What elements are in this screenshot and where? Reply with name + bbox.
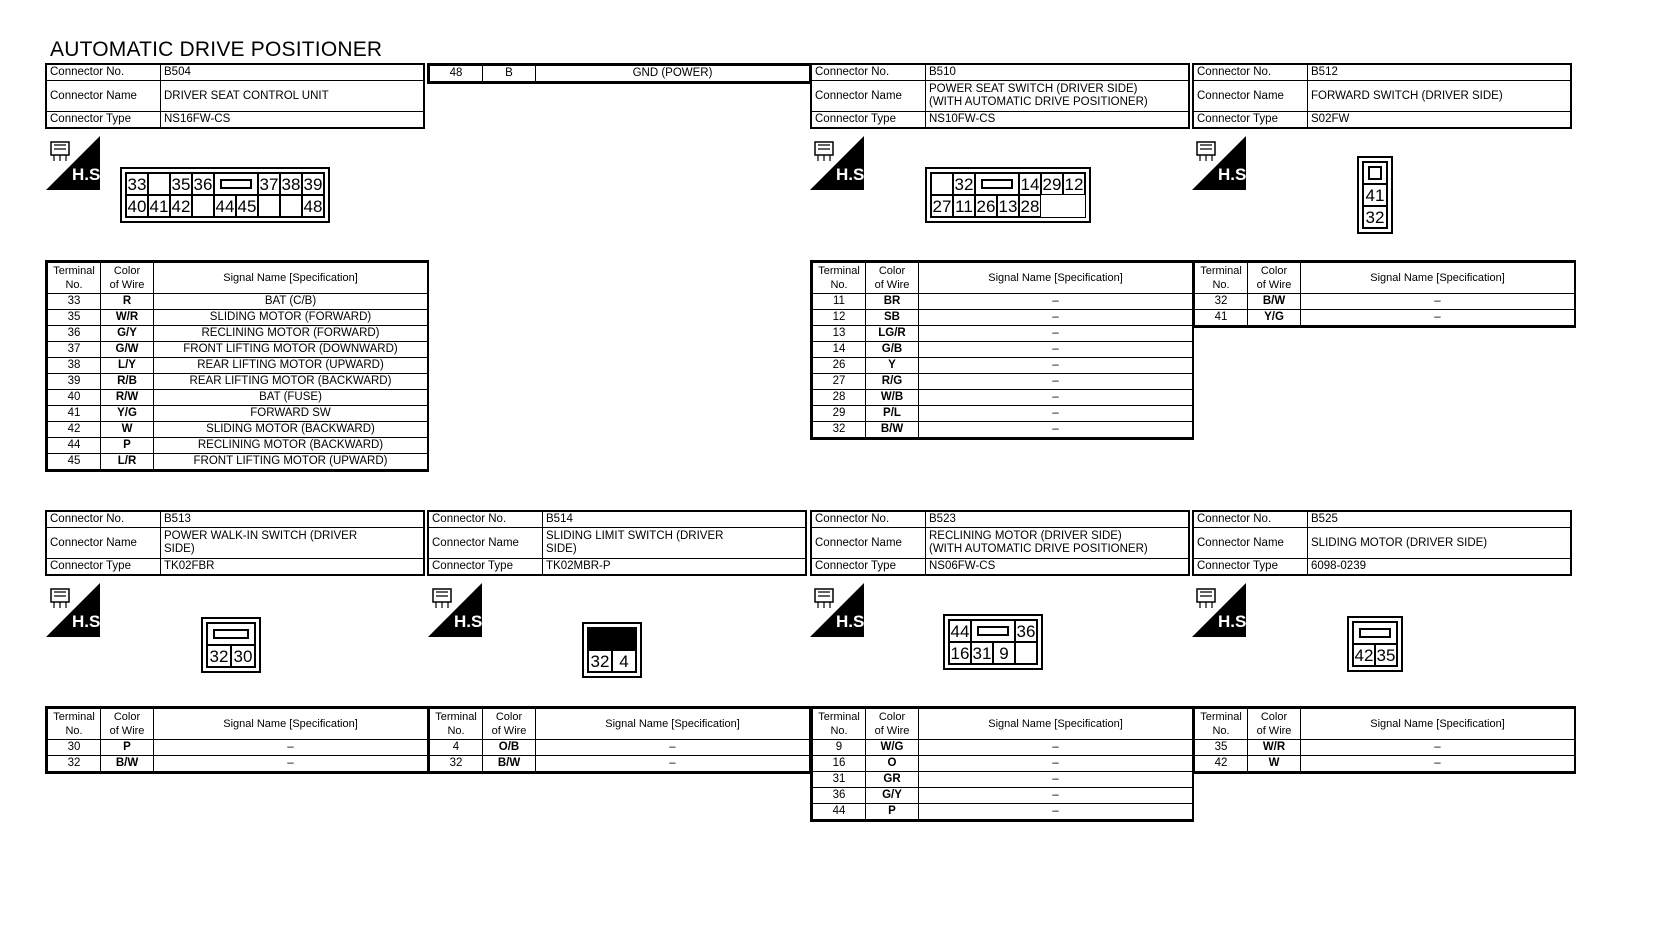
wire-color: BR bbox=[866, 294, 919, 310]
connector-name-line: DRIVER SEAT CONTROL UNIT bbox=[164, 89, 329, 102]
wire-color-header: Color of Wire bbox=[101, 709, 154, 740]
signal-name: – bbox=[536, 740, 810, 756]
pin-empty bbox=[1015, 642, 1037, 664]
table-row bbox=[1195, 310, 1575, 326]
connector-label: Connector No. bbox=[46, 64, 161, 81]
signal-name: REAR LIFTING MOTOR (UPWARD) bbox=[154, 358, 428, 374]
terminal-table-b504-continued bbox=[427, 63, 811, 84]
terminal-table-b513 bbox=[45, 706, 429, 774]
terminal-no: 32 bbox=[430, 756, 483, 772]
table-row bbox=[813, 740, 1193, 756]
connector-info-b523 bbox=[810, 510, 1190, 576]
table-row bbox=[48, 358, 428, 374]
pin-28: 28 bbox=[1020, 196, 1040, 216]
connector-no-b510: B510 bbox=[926, 64, 1190, 81]
table-row bbox=[813, 310, 1193, 326]
terminal-no: 40 bbox=[48, 390, 101, 406]
wire-color: GR bbox=[866, 772, 919, 788]
terminal-no: 9 bbox=[813, 740, 866, 756]
terminal-no-header: Terminal No. bbox=[48, 709, 101, 740]
signal-name-header: Signal Name [Specification] bbox=[154, 263, 428, 294]
connector-info-b504 bbox=[45, 63, 425, 129]
connector-lock-slot bbox=[971, 620, 1015, 642]
signal-name-header: Signal Name [Specification] bbox=[919, 263, 1193, 294]
hs-label: H.S. bbox=[72, 165, 106, 184]
connector-info-b513 bbox=[45, 510, 425, 576]
table-row bbox=[1195, 756, 1575, 772]
wire-color-header: Color of Wire bbox=[866, 263, 919, 294]
terminal-no: 13 bbox=[813, 326, 866, 342]
connector-no-b525: B525 bbox=[1308, 511, 1572, 528]
wire-color: Y bbox=[866, 358, 919, 374]
hs-label: H.S. bbox=[454, 612, 488, 631]
signal-name: – bbox=[919, 756, 1193, 772]
hs-label: H.S. bbox=[836, 165, 870, 184]
wire-color: W/B bbox=[866, 390, 919, 406]
pin-empty bbox=[1363, 162, 1387, 184]
connector-info-b510 bbox=[810, 63, 1190, 129]
wire-color-header: Color of Wire bbox=[1248, 709, 1301, 740]
connector-type-b504: NS16FW-CS bbox=[161, 112, 425, 129]
signal-name: BAT (FUSE) bbox=[154, 390, 428, 406]
wire-color: W/R bbox=[1248, 740, 1301, 756]
terminal-no: 39 bbox=[48, 374, 101, 390]
pin-16: 16 bbox=[950, 643, 970, 663]
wire-color: G/B bbox=[866, 342, 919, 358]
connector-name-b512 bbox=[1308, 81, 1572, 112]
signal-name: – bbox=[536, 756, 810, 772]
terminal-table-b525 bbox=[1192, 706, 1576, 774]
table-row bbox=[1195, 294, 1575, 310]
page-title: AUTOMATIC DRIVE POSITIONER bbox=[50, 38, 383, 61]
wire-color: L/R bbox=[101, 454, 154, 470]
pin-35: 35 bbox=[1376, 645, 1396, 665]
wire-color: B/W bbox=[483, 756, 536, 772]
connector-name-b513 bbox=[161, 528, 425, 559]
signal-name: – bbox=[919, 804, 1193, 820]
connector-diagram-b504 bbox=[120, 167, 330, 223]
table-row bbox=[48, 310, 428, 326]
connector-name-line: POWER SEAT SWITCH (DRIVER SIDE) bbox=[929, 83, 1138, 95]
wire-color: O/B bbox=[483, 740, 536, 756]
pin-27: 27 bbox=[932, 196, 952, 216]
wire-color: R/W bbox=[101, 390, 154, 406]
wire-color: LG/R bbox=[866, 326, 919, 342]
hs-harness-side-icon bbox=[810, 583, 870, 637]
terminal-no: 36 bbox=[813, 788, 866, 804]
terminal-no: 48 bbox=[430, 66, 483, 82]
terminal-no: 42 bbox=[1195, 756, 1248, 772]
terminal-no: 36 bbox=[48, 326, 101, 342]
signal-name: – bbox=[1301, 756, 1575, 772]
connector-label: Connector Type bbox=[46, 112, 161, 129]
terminal-table-b510 bbox=[810, 260, 1194, 440]
terminal-no: 45 bbox=[48, 454, 101, 470]
terminal-no: 16 bbox=[813, 756, 866, 772]
connector-label: Connector No. bbox=[428, 511, 543, 528]
connector-name-b510 bbox=[926, 81, 1190, 112]
signal-name-header: Signal Name [Specification] bbox=[154, 709, 428, 740]
table-row bbox=[1195, 740, 1575, 756]
signal-name: – bbox=[1301, 310, 1575, 326]
connector-info-b514 bbox=[427, 510, 807, 576]
table-row bbox=[813, 294, 1193, 310]
terminal-no: 26 bbox=[813, 358, 866, 374]
connector-lock-slot bbox=[975, 173, 1019, 195]
terminal-no-header: Terminal No. bbox=[1195, 709, 1248, 740]
wire-color-header: Color of Wire bbox=[101, 263, 154, 294]
signal-name: – bbox=[154, 740, 428, 756]
connector-label: Connector Name bbox=[46, 528, 161, 559]
connector-label: Connector Name bbox=[1193, 528, 1308, 559]
connector-name-b514 bbox=[543, 528, 807, 559]
hs-label: H.S. bbox=[836, 612, 870, 631]
signal-name: FRONT LIFTING MOTOR (UPWARD) bbox=[154, 454, 428, 470]
table-row bbox=[813, 374, 1193, 390]
connector-lock-slot bbox=[207, 623, 255, 645]
pin-4: 4 bbox=[612, 650, 636, 672]
connector-type-b514: TK02MBR-P bbox=[543, 559, 807, 576]
pin-33: 33 bbox=[127, 174, 147, 194]
connector-type-b513: TK02FBR bbox=[161, 559, 425, 576]
table-row bbox=[48, 454, 428, 470]
pin-37: 37 bbox=[259, 174, 279, 194]
pin-29: 29 bbox=[1042, 174, 1062, 194]
signal-name: SLIDING MOTOR (BACKWARD) bbox=[154, 422, 428, 438]
pin-42: 42 bbox=[1354, 645, 1374, 665]
wire-color: R/B bbox=[101, 374, 154, 390]
signal-name: GND (POWER) bbox=[536, 66, 810, 82]
wire-color: G/W bbox=[101, 342, 154, 358]
table-row bbox=[48, 326, 428, 342]
signal-name: RECLINING MOTOR (FORWARD) bbox=[154, 326, 428, 342]
pin-35: 35 bbox=[171, 174, 191, 194]
connector-name-line: (WITH AUTOMATIC DRIVE POSITIONER) bbox=[929, 543, 1148, 555]
connector-label: Connector No. bbox=[46, 511, 161, 528]
wire-color: Y/G bbox=[1248, 310, 1301, 326]
wire-color: Y/G bbox=[101, 406, 154, 422]
wire-color-header: Color of Wire bbox=[483, 709, 536, 740]
pin-44: 44 bbox=[215, 196, 235, 216]
pin-38: 38 bbox=[281, 174, 301, 194]
terminal-no: 44 bbox=[813, 804, 866, 820]
signal-name-header: Signal Name [Specification] bbox=[919, 709, 1193, 740]
wire-color-header: Color of Wire bbox=[1248, 263, 1301, 294]
table-row bbox=[48, 756, 428, 772]
table-row bbox=[48, 438, 428, 454]
wire-color: R/G bbox=[866, 374, 919, 390]
table-row bbox=[813, 358, 1193, 374]
connector-diagram-b523 bbox=[943, 614, 1043, 670]
terminal-no: 35 bbox=[48, 310, 101, 326]
connector-label: Connector No. bbox=[811, 511, 926, 528]
connector-info-b525 bbox=[1192, 510, 1572, 576]
table-row bbox=[48, 422, 428, 438]
connector-no-b514: B514 bbox=[543, 511, 807, 528]
pin-40: 40 bbox=[127, 196, 147, 216]
signal-name: – bbox=[919, 342, 1193, 358]
pin-14: 14 bbox=[1020, 174, 1040, 194]
table-row bbox=[48, 294, 428, 310]
signal-name: – bbox=[919, 406, 1193, 422]
connector-label: Connector Type bbox=[811, 112, 926, 129]
signal-name: FORWARD SW bbox=[154, 406, 428, 422]
terminal-table-b523 bbox=[810, 706, 1194, 822]
hs-harness-side-icon bbox=[1192, 583, 1252, 637]
terminal-no: 32 bbox=[813, 422, 866, 438]
connector-diagram-b513 bbox=[201, 617, 261, 673]
connector-name-b504 bbox=[161, 81, 425, 112]
signal-name: RECLINING MOTOR (BACKWARD) bbox=[154, 438, 428, 454]
connector-name-line: RECLINING MOTOR (DRIVER SIDE) bbox=[929, 530, 1122, 542]
terminal-no: 32 bbox=[48, 756, 101, 772]
table-row bbox=[48, 740, 428, 756]
hs-harness-side-icon bbox=[428, 583, 488, 637]
terminal-no-header: Terminal No. bbox=[813, 263, 866, 294]
wire-color: B/W bbox=[866, 422, 919, 438]
table-row bbox=[813, 756, 1193, 772]
connector-label: Connector Type bbox=[46, 559, 161, 576]
connector-name-line: SLIDING MOTOR (DRIVER SIDE) bbox=[1311, 536, 1488, 549]
connector-label: Connector Name bbox=[1193, 81, 1308, 112]
table-row bbox=[813, 772, 1193, 788]
connector-label: Connector Type bbox=[1193, 559, 1308, 576]
signal-name: – bbox=[919, 740, 1193, 756]
connector-diagram-b514 bbox=[582, 622, 642, 678]
terminal-no: 11 bbox=[813, 294, 866, 310]
table-row bbox=[430, 66, 810, 82]
terminal-no-header: Terminal No. bbox=[430, 709, 483, 740]
terminal-no: 31 bbox=[813, 772, 866, 788]
connector-lock-slot bbox=[1353, 622, 1397, 644]
pin-empty bbox=[148, 173, 170, 195]
hs-label: H.S. bbox=[1218, 612, 1252, 631]
wire-color: W/R bbox=[101, 310, 154, 326]
pin-45: 45 bbox=[237, 196, 257, 216]
pin-empty bbox=[280, 195, 302, 217]
connector-label: Connector Name bbox=[428, 528, 543, 559]
connector-type-b523: NS06FW-CS bbox=[926, 559, 1190, 576]
signal-name: REAR LIFTING MOTOR (BACKWARD) bbox=[154, 374, 428, 390]
connector-type-b512: S02FW bbox=[1308, 112, 1572, 129]
connector-name-line: SIDE) bbox=[546, 543, 577, 555]
connector-label: Connector Name bbox=[811, 81, 926, 112]
wire-color: B bbox=[483, 66, 536, 82]
terminal-no: 30 bbox=[48, 740, 101, 756]
terminal-no: 14 bbox=[813, 342, 866, 358]
hs-harness-side-icon bbox=[46, 136, 106, 190]
signal-name-header: Signal Name [Specification] bbox=[1301, 263, 1575, 294]
connector-lock-box bbox=[1368, 166, 1382, 180]
wire-color: SB bbox=[866, 310, 919, 326]
pin-32: 32 bbox=[588, 650, 612, 672]
hs-label: H.S. bbox=[1218, 165, 1252, 184]
terminal-no-header: Terminal No. bbox=[813, 709, 866, 740]
connector-label: Connector No. bbox=[1193, 64, 1308, 81]
connector-no-b512: B512 bbox=[1308, 64, 1572, 81]
wire-color: P bbox=[101, 438, 154, 454]
terminal-no: 32 bbox=[1195, 294, 1248, 310]
pin-31: 31 bbox=[972, 643, 992, 663]
wire-color: W/G bbox=[866, 740, 919, 756]
signal-name-header: Signal Name [Specification] bbox=[1301, 709, 1575, 740]
wire-color: W bbox=[101, 422, 154, 438]
table-row bbox=[48, 406, 428, 422]
connector-name-b523 bbox=[926, 528, 1190, 559]
table-row bbox=[813, 390, 1193, 406]
connector-diagram-b525 bbox=[1347, 616, 1403, 672]
signal-name: – bbox=[919, 326, 1193, 342]
pin-44: 44 bbox=[950, 621, 970, 641]
connector-label: Connector No. bbox=[811, 64, 926, 81]
connector-label: Connector Name bbox=[811, 528, 926, 559]
connector-name-b525 bbox=[1308, 528, 1572, 559]
pin-39: 39 bbox=[303, 174, 323, 194]
hs-harness-side-icon bbox=[1192, 136, 1252, 190]
terminal-no: 35 bbox=[1195, 740, 1248, 756]
pin-42: 42 bbox=[171, 196, 191, 216]
connector-diagram-b510 bbox=[925, 167, 1091, 223]
table-row bbox=[430, 740, 810, 756]
signal-name: – bbox=[919, 390, 1193, 406]
hs-harness-side-icon bbox=[46, 583, 106, 637]
terminal-no: 41 bbox=[1195, 310, 1248, 326]
terminal-no-header: Terminal No. bbox=[48, 263, 101, 294]
pin-13: 13 bbox=[998, 196, 1018, 216]
connector-info-b512 bbox=[1192, 63, 1572, 129]
wire-color: R bbox=[101, 294, 154, 310]
pin-11: 11 bbox=[953, 195, 975, 217]
pin-empty bbox=[258, 195, 280, 217]
wire-color: G/Y bbox=[101, 326, 154, 342]
connector-diagram-b512 bbox=[1357, 156, 1393, 234]
pin-12: 12 bbox=[1064, 174, 1084, 194]
signal-name: – bbox=[919, 374, 1193, 390]
terminal-no: 37 bbox=[48, 342, 101, 358]
table-row bbox=[48, 390, 428, 406]
terminal-table-b504 bbox=[45, 260, 429, 472]
table-row bbox=[430, 756, 810, 772]
terminal-no: 28 bbox=[813, 390, 866, 406]
pin-32: 32 bbox=[207, 645, 231, 667]
terminal-no: 33 bbox=[48, 294, 101, 310]
signal-name: FRONT LIFTING MOTOR (DOWNWARD) bbox=[154, 342, 428, 358]
signal-name: – bbox=[919, 772, 1193, 788]
connector-name-line: SLIDING LIMIT SWITCH (DRIVER bbox=[546, 530, 724, 542]
table-row bbox=[48, 342, 428, 358]
wire-color: W bbox=[1248, 756, 1301, 772]
connector-label: Connector No. bbox=[1193, 511, 1308, 528]
hs-harness-side-icon bbox=[810, 136, 870, 190]
table-row bbox=[813, 422, 1193, 438]
signal-name: – bbox=[919, 358, 1193, 374]
pin-32: 32 bbox=[1363, 206, 1387, 228]
pin-empty bbox=[192, 195, 214, 217]
pin-36: 36 bbox=[193, 174, 213, 194]
signal-name: – bbox=[919, 310, 1193, 326]
wire-color: P bbox=[866, 804, 919, 820]
pin-41: 41 bbox=[1363, 184, 1387, 206]
pin-41: 41 bbox=[149, 196, 169, 216]
pin-48: 48 bbox=[303, 196, 323, 216]
connector-label: Connector Type bbox=[811, 559, 926, 576]
pin-30: 30 bbox=[231, 645, 255, 667]
wire-color: P bbox=[101, 740, 154, 756]
table-row bbox=[813, 326, 1193, 342]
signal-name: – bbox=[919, 294, 1193, 310]
table-row bbox=[813, 342, 1193, 358]
connector-label: Connector Type bbox=[1193, 112, 1308, 129]
connector-no-b513: B513 bbox=[161, 511, 425, 528]
connector-no-b523: B523 bbox=[926, 511, 1190, 528]
connector-name-line: POWER WALK-IN SWITCH (DRIVER bbox=[164, 530, 358, 542]
terminal-no: 42 bbox=[48, 422, 101, 438]
terminal-table-b514 bbox=[427, 706, 811, 774]
wire-color: L/Y bbox=[101, 358, 154, 374]
wire-color: P/L bbox=[866, 406, 919, 422]
signal-name: – bbox=[919, 422, 1193, 438]
signal-name-header: Signal Name [Specification] bbox=[536, 709, 810, 740]
connector-label: Connector Name bbox=[46, 81, 161, 112]
table-row bbox=[48, 374, 428, 390]
signal-name: – bbox=[1301, 740, 1575, 756]
terminal-table-b512 bbox=[1192, 260, 1576, 328]
terminal-no: 12 bbox=[813, 310, 866, 326]
terminal-no: 29 bbox=[813, 406, 866, 422]
pin-36: 36 bbox=[1016, 621, 1036, 641]
signal-name: SLIDING MOTOR (FORWARD) bbox=[154, 310, 428, 326]
signal-name: – bbox=[154, 756, 428, 772]
terminal-no: 44 bbox=[48, 438, 101, 454]
connector-type-b510: NS10FW-CS bbox=[926, 112, 1190, 129]
wire-color-header: Color of Wire bbox=[866, 709, 919, 740]
connector-name-line: (WITH AUTOMATIC DRIVE POSITIONER) bbox=[929, 96, 1148, 108]
wire-color: O bbox=[866, 756, 919, 772]
wire-color: B/W bbox=[1248, 294, 1301, 310]
terminal-no: 38 bbox=[48, 358, 101, 374]
connector-name-line: FORWARD SWITCH (DRIVER SIDE) bbox=[1311, 89, 1503, 102]
terminal-no-header: Terminal No. bbox=[1195, 263, 1248, 294]
pin-9: 9 bbox=[993, 642, 1015, 664]
connector-key bbox=[588, 628, 636, 650]
table-row bbox=[813, 788, 1193, 804]
terminal-no: 4 bbox=[430, 740, 483, 756]
signal-name: – bbox=[919, 788, 1193, 804]
terminal-no: 41 bbox=[48, 406, 101, 422]
connector-label: Connector Type bbox=[428, 559, 543, 576]
hs-label: H.S. bbox=[72, 612, 106, 631]
signal-name: BAT (C/B) bbox=[154, 294, 428, 310]
table-row bbox=[813, 804, 1193, 820]
connector-no-b504: B504 bbox=[161, 64, 425, 81]
connector-type-b525: 6098-0239 bbox=[1308, 559, 1572, 576]
connector-name-line: SIDE) bbox=[164, 543, 195, 555]
terminal-no: 27 bbox=[813, 374, 866, 390]
table-row bbox=[813, 406, 1193, 422]
wire-color: G/Y bbox=[866, 788, 919, 804]
connector-lock-slot bbox=[214, 173, 258, 195]
wire-color: B/W bbox=[101, 756, 154, 772]
pin-empty bbox=[931, 173, 953, 195]
signal-name: – bbox=[1301, 294, 1575, 310]
pin-32: 32 bbox=[954, 174, 974, 194]
pin-26: 26 bbox=[976, 196, 996, 216]
